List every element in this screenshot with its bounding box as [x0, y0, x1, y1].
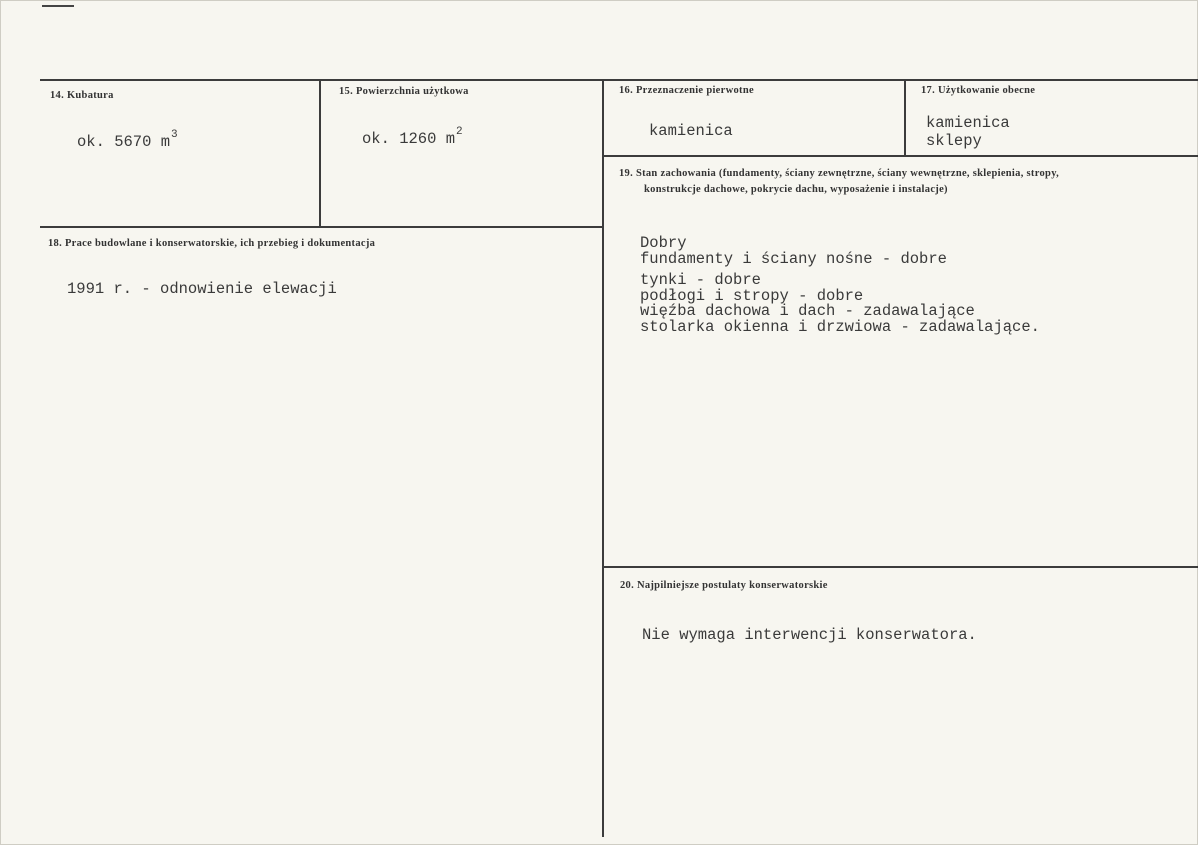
stan-line-1: Dobry — [640, 234, 687, 252]
prace-value: 1991 r. - odnowienie elewacji — [67, 280, 337, 298]
kubatura-number: ok. 5670 m — [77, 133, 171, 151]
powierzchnia-value — [362, 125, 463, 147]
divider-19-20 — [604, 566, 1198, 568]
divider-top — [40, 79, 1198, 81]
uzytkowanie-value — [926, 114, 1010, 150]
przeznaczenie-label: 16. Przeznaczenie pierwotne — [619, 85, 754, 96]
stan-line-2: fundamenty i ściany nośne - dobre — [640, 249, 947, 268]
divider-14-18 — [40, 226, 604, 228]
postulaty-value: Nie wymaga interwencji konserwatora. — [642, 626, 977, 644]
uzytkowanie-label: 17. Użytkowanie obecne — [921, 85, 1036, 96]
stan-label-line-1: 19. Stan zachowania (fundamenty, ściany zewnętrzne, ściany wewnętrzne, sklepienia, stropy, — [619, 168, 1060, 179]
stan-line-3: tynki - dobre — [640, 271, 761, 289]
powierzchnia-label: 15. Powierzchnia użytkowa — [339, 86, 469, 97]
stan-label-line-2: konstrukcje dachowe, pokrycie dachu, wyposażenie i instalacje) — [644, 184, 948, 195]
uzytkowanie-line-2: sklepy — [926, 132, 982, 150]
stan-line-4: podłogi i stropy - dobre — [640, 286, 864, 305]
stan-value — [640, 236, 1040, 335]
divider-14-15 — [319, 79, 321, 228]
divider-16-19 — [604, 155, 1198, 157]
kubatura-value — [77, 128, 178, 150]
powierzchnia-exponent: 2 — [456, 126, 463, 138]
przeznaczenie-value: kamienica — [649, 122, 733, 140]
stan-line-6: stolarka okienna i drzwiowa - zadawalające. — [640, 317, 1040, 336]
powierzchnia-number: ok. 1260 m — [362, 130, 456, 148]
uzytkowanie-line-1: kamienica — [926, 114, 1010, 132]
prace-label: 18. Prace budowlane i konserwatorskie, ich przebieg i dokumentacja — [48, 238, 376, 249]
edge-mark — [42, 5, 74, 7]
kubatura-exponent: 3 — [171, 129, 178, 141]
kubatura-label: 14. Kubatura — [50, 90, 114, 101]
divider-left-right — [602, 79, 604, 837]
divider-16-17 — [904, 79, 906, 156]
stan-line-5: więźba dachowa i dach - zadawalające — [640, 302, 975, 320]
postulaty-label: 20. Najpilniejsze postulaty konserwatorskie — [620, 580, 828, 591]
